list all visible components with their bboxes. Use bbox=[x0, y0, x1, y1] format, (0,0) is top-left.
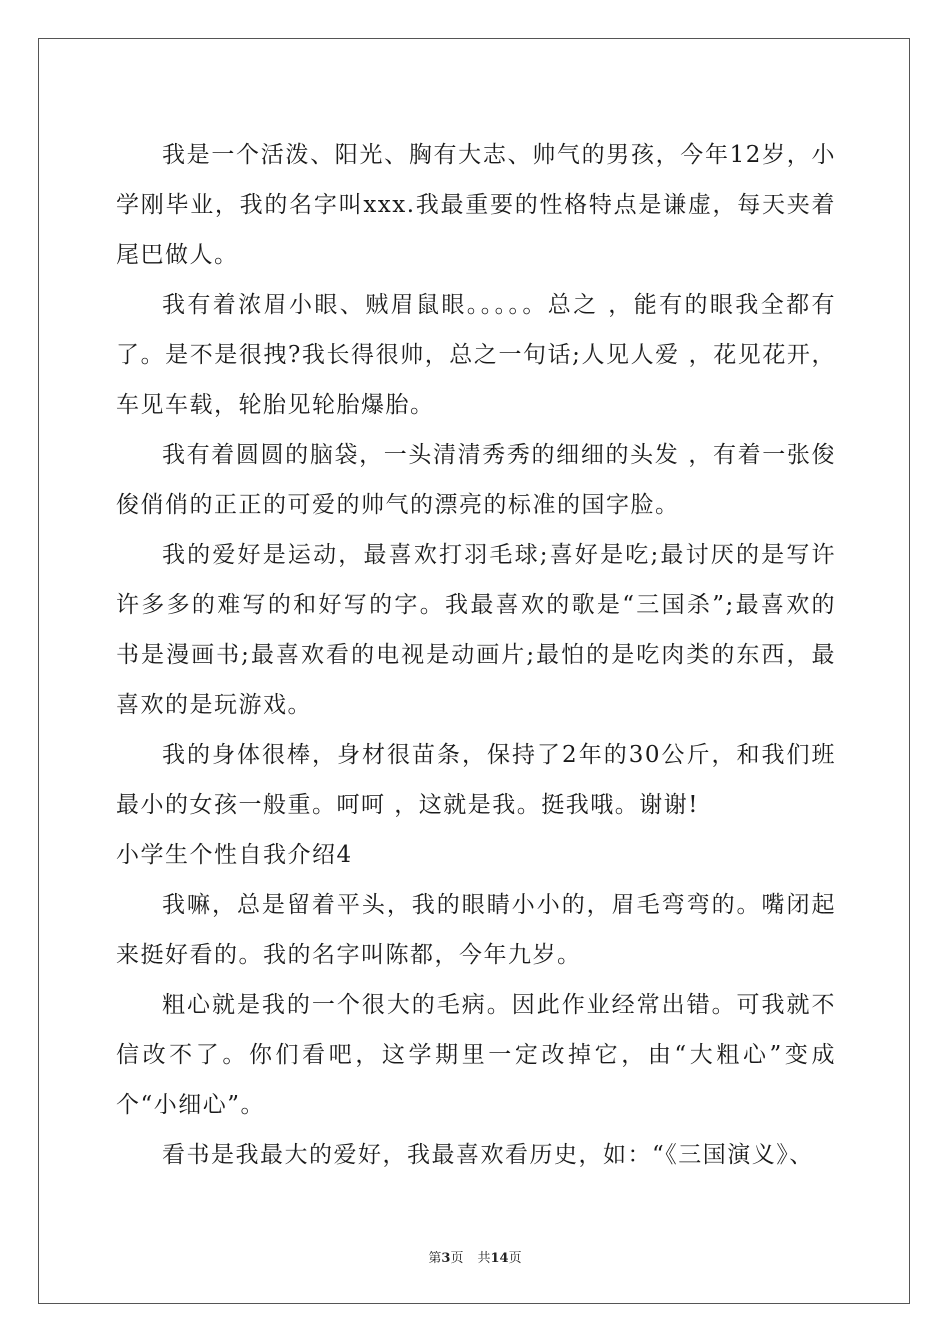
paragraph-1: 我是一个活泼、阳光、胸有大志、帅气的男孩，今年12岁，小学刚毕业，我的名字叫xxx.我最重要的性格特点是谦虚，每天夹着尾巴做人。 bbox=[116, 142, 836, 268]
paragraph-7: 粗心就是我的一个很大的毛病。因此作业经常出错。可我就不信改不了。你们看吧，这学期里一定改掉它，由“大粗心”变成个“小细心”。 bbox=[116, 992, 836, 1118]
total-page-number: 14 bbox=[490, 1251, 509, 1266]
paragraph-2: 我有着浓眉小眼、贼眉鼠眼。。。。。总之 ，能有的眼我全都有了。是不是很拽?我长得很帅，总之一句话;人见人爱 ，花见花开，车见车载，轮胎见轮胎爆胎。 bbox=[116, 292, 836, 418]
paragraph-8: 看书是我最大的爱好，我最喜欢看历史，如：“《三国演义》、 bbox=[162, 1142, 814, 1168]
paragraph-4: 我的爱好是运动，最喜欢打羽毛球;喜好是吃;最讨厌的是写许许多多的难写的和好写的字。我最喜欢的歌是“三国杀”;最喜欢的书是漫画书;最喜欢看的电视是动画片;最怕的是吃肉类的东西，最喜欢的是玩游戏。 bbox=[116, 542, 836, 718]
total-suffix: 页 bbox=[508, 1251, 522, 1266]
document-body bbox=[116, 130, 836, 1180]
current-page-number: 3 bbox=[441, 1251, 451, 1266]
paragraph-5: 我的身体很棒，身材很苗条，保持了2年的30公斤，和我们班最小的女孩一般重。呵呵 ，这就是我。挺我哦。谢谢! bbox=[116, 742, 836, 818]
page-prefix: 第 bbox=[428, 1251, 442, 1266]
section-heading: 小学生个性自我介绍4 bbox=[116, 842, 353, 868]
paragraph-3: 我有着圆圆的脑袋，一头清清秀秀的细细的头发 ，有着一张俊俊俏俏的正正的可爱的帅气的漂亮的标准的国字脸。 bbox=[116, 442, 836, 518]
total-prefix: 共 bbox=[477, 1251, 491, 1266]
page-footer bbox=[0, 1247, 950, 1266]
paragraph-6: 我嘛，总是留着平头，我的眼睛小小的，眉毛弯弯的。嘴闭起来挺好看的。我的名字叫陈都，今年九岁。 bbox=[116, 892, 836, 968]
page-suffix: 页 bbox=[450, 1251, 464, 1266]
